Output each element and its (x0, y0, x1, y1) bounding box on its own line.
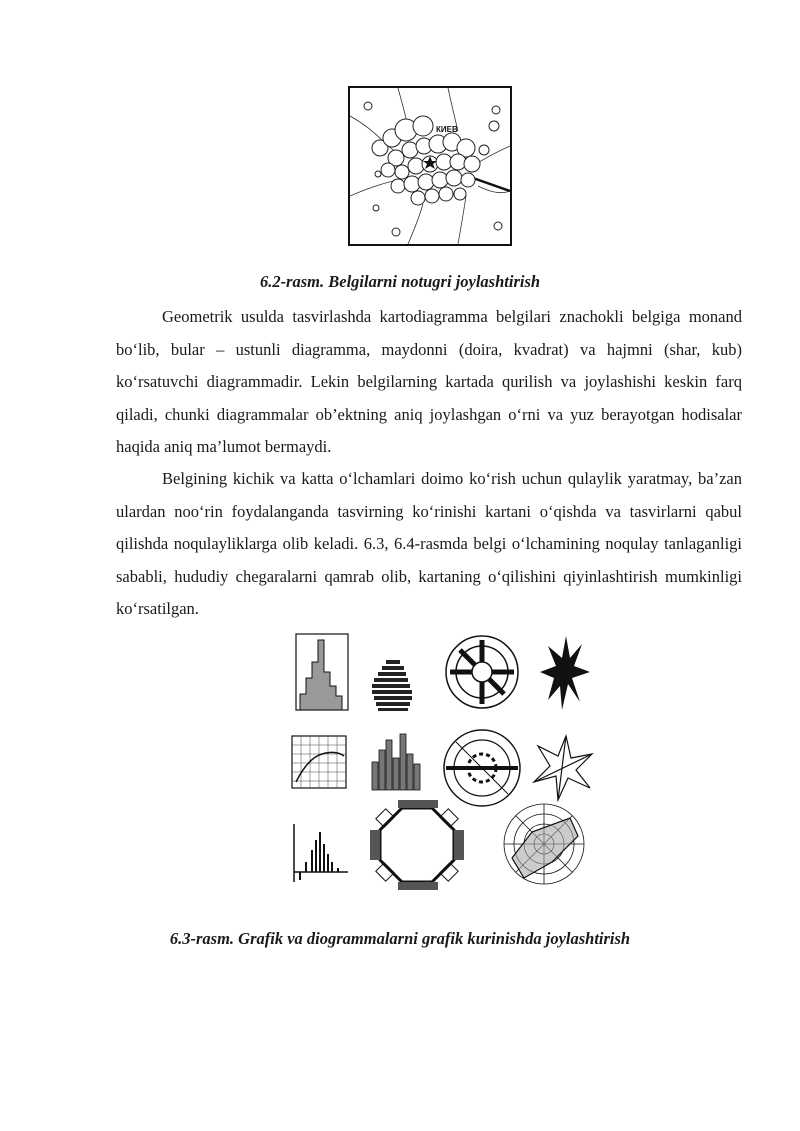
kiev-map-figure (348, 86, 512, 246)
paragraph-2: Belgining kichik va katta o‘lchamlari doimo ko‘rish uchun qulaylik yaratmay, ba’zan ulardan noo‘rin foydalanganda tasvirning ko‘rinishi kartani o‘qishda va tasvirlarni qabul qilishda noqulayliklarga olib keladi. 6.3, 6.4-rasmda belgi o‘lchamining noqulay tanlaganligi sababli, hududiy chegaralarni qamrab olib, kartaning o‘qilishini qiyinlashtirish mumkinligi ko‘rsatilgan. (116, 469, 742, 618)
population-pyramid-symbol (372, 660, 412, 711)
bar-chart-symbol (372, 734, 420, 790)
spike-histogram-symbol (294, 824, 348, 882)
figure-6-2-caption: 6.2-rasm. Belgilarni notugri joylashtirish (259, 272, 541, 291)
paragraph-1: Geometrik usulda tasvirlashda kartodiagramma belgilari znachokli belgiga monand bo‘lib, bular – ustunli diagramma, maydonni (doira, kvadrat) va hajmni (shar, kub) ko‘rsatuvchi diagrammadir. Lekin belgilarning kartada qurilish va joylashishi keskin farq qiladi, chunki diagrammalar ob’ektning aniq joylashgan o‘rni va yuz berayotgan hodisalar haqida aniq ma’lumot bermaydi. (116, 307, 742, 456)
polar-web-symbol (504, 804, 584, 884)
chart-symbols-figure (286, 632, 604, 894)
grid-line-chart-symbol (292, 736, 346, 788)
octagon-bar-symbol (370, 800, 464, 890)
figure-6-3-caption: 6.3-rasm. Grafik va diogrammalarni grafik kurinishda joylashtirish (169, 929, 631, 948)
radial-wheel-symbol (446, 636, 518, 708)
circular-target-symbol (444, 730, 520, 806)
compass-star-symbol (534, 736, 592, 800)
map-city-label: КИЕВ (436, 125, 458, 134)
spiky-star-symbol (540, 636, 590, 710)
histogram-grid-symbol (296, 634, 348, 710)
